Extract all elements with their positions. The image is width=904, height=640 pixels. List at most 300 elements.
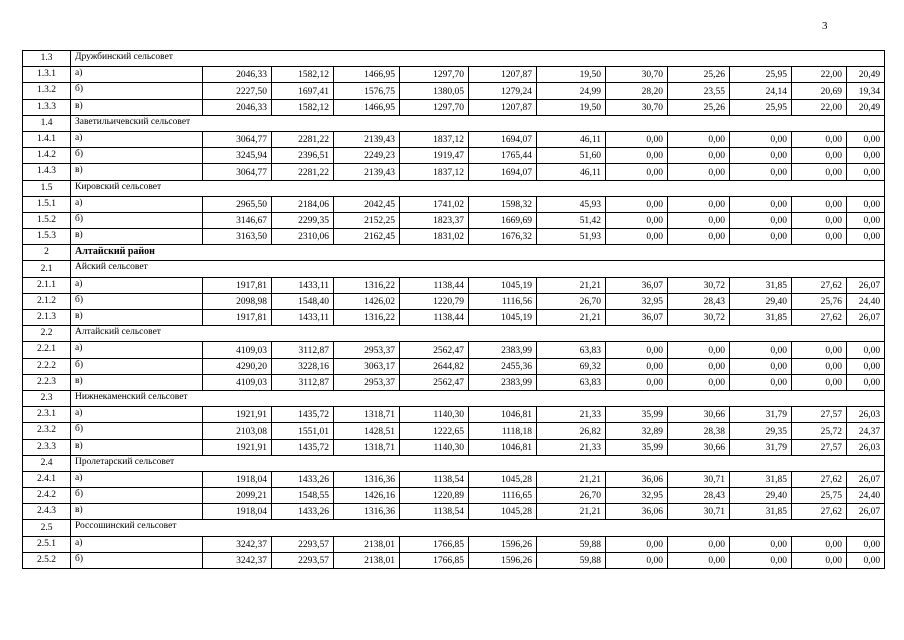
value-cell: 1466,95 [334, 67, 400, 83]
value-cell: 2162,45 [334, 229, 400, 245]
value-cell: 1551,01 [272, 423, 334, 439]
value-cell: 1596,26 [469, 536, 537, 552]
value-cell: 0,00 [606, 374, 668, 390]
value-cell: 27,62 [792, 310, 847, 326]
value-cell: 0,00 [668, 196, 730, 212]
section-title: Айский сельсовет [71, 261, 885, 277]
value-cell: 1116,65 [469, 488, 537, 504]
value-cell: 1140,30 [400, 407, 469, 423]
value-cell: 3228,16 [272, 358, 334, 374]
row-label: а) [71, 131, 203, 147]
table-row [23, 196, 885, 212]
value-cell: 1435,72 [272, 407, 334, 423]
row-label: б) [71, 552, 203, 568]
value-cell: 59,88 [537, 552, 606, 568]
value-cell: 1138,44 [400, 310, 469, 326]
table-row [23, 293, 885, 309]
table-row [23, 423, 885, 439]
value-cell: 51,60 [537, 148, 606, 164]
value-cell: 69,32 [537, 358, 606, 374]
value-cell: 1118,18 [469, 423, 537, 439]
value-cell: 35,99 [606, 407, 668, 423]
value-cell: 19,34 [847, 83, 885, 99]
page-number: 3 [822, 20, 828, 32]
value-cell: 1428,51 [334, 423, 400, 439]
value-cell: 1598,32 [469, 196, 537, 212]
value-cell: 0,00 [606, 229, 668, 245]
value-cell: 22,00 [792, 99, 847, 115]
value-cell: 23,55 [668, 83, 730, 99]
table-row [23, 131, 885, 147]
value-cell: 20,49 [847, 99, 885, 115]
value-cell: 3245,94 [203, 148, 272, 164]
value-cell: 1741,02 [400, 196, 469, 212]
value-cell: 46,11 [537, 131, 606, 147]
table-row [23, 374, 885, 390]
row-code: 1.3.1 [23, 67, 71, 83]
row-label: в) [71, 164, 203, 180]
row-code: 2.5 [23, 520, 71, 536]
value-cell: 1046,81 [469, 439, 537, 455]
table-row [23, 439, 885, 455]
value-cell: 27,57 [792, 407, 847, 423]
row-code: 2.2.3 [23, 374, 71, 390]
row-code: 1.4.1 [23, 131, 71, 147]
value-cell: 0,00 [730, 342, 792, 358]
value-cell: 31,85 [730, 471, 792, 487]
section-row [23, 390, 885, 406]
value-cell: 1045,28 [469, 471, 537, 487]
value-cell: 46,11 [537, 164, 606, 180]
value-cell: 2046,33 [203, 99, 272, 115]
value-cell: 1138,54 [400, 471, 469, 487]
value-cell: 0,00 [668, 229, 730, 245]
section-title: Алтайский сельсовет [71, 326, 885, 342]
row-code: 2.4 [23, 455, 71, 471]
row-code: 2.2 [23, 326, 71, 342]
table-row [23, 310, 885, 326]
value-cell: 19,50 [537, 99, 606, 115]
row-code: 2 [23, 245, 71, 261]
value-cell: 25,95 [730, 67, 792, 83]
row-label: б) [71, 148, 203, 164]
row-label: в) [71, 374, 203, 390]
value-cell: 2103,08 [203, 423, 272, 439]
value-cell: 28,20 [606, 83, 668, 99]
value-cell: 1917,81 [203, 277, 272, 293]
value-cell: 21,21 [537, 504, 606, 520]
value-cell: 63,83 [537, 342, 606, 358]
row-code: 2.4.3 [23, 504, 71, 520]
value-cell: 0,00 [606, 552, 668, 568]
value-cell: 1466,95 [334, 99, 400, 115]
value-cell: 27,57 [792, 439, 847, 455]
row-label: а) [71, 196, 203, 212]
value-cell: 2953,37 [334, 342, 400, 358]
value-cell: 21,33 [537, 439, 606, 455]
value-cell: 19,50 [537, 67, 606, 83]
value-cell: 21,33 [537, 407, 606, 423]
value-cell: 2396,51 [272, 148, 334, 164]
value-cell: 2042,45 [334, 196, 400, 212]
section-row [23, 245, 885, 261]
value-cell: 1207,87 [469, 67, 537, 83]
value-cell: 2249,23 [334, 148, 400, 164]
table-row [23, 164, 885, 180]
row-label: в) [71, 229, 203, 245]
value-cell: 29,40 [730, 488, 792, 504]
value-cell: 30,72 [668, 277, 730, 293]
value-cell: 1694,07 [469, 131, 537, 147]
value-cell: 2184,06 [272, 196, 334, 212]
section-row [23, 326, 885, 342]
tariff-table [22, 50, 885, 569]
row-code: 1.5.2 [23, 212, 71, 228]
value-cell: 1116,56 [469, 293, 537, 309]
row-code: 1.3.3 [23, 99, 71, 115]
value-cell: 0,00 [847, 148, 885, 164]
row-label: а) [71, 342, 203, 358]
value-cell: 0,00 [792, 148, 847, 164]
value-cell: 2455,36 [469, 358, 537, 374]
row-label: б) [71, 358, 203, 374]
value-cell: 25,72 [792, 423, 847, 439]
value-cell: 0,00 [792, 196, 847, 212]
value-cell: 26,82 [537, 423, 606, 439]
value-cell: 24,40 [847, 488, 885, 504]
value-cell: 0,00 [847, 212, 885, 228]
section-row [23, 51, 885, 67]
value-cell: 1766,85 [400, 552, 469, 568]
value-cell: 29,35 [730, 423, 792, 439]
value-cell: 1316,36 [334, 504, 400, 520]
row-code: 2.4.2 [23, 488, 71, 504]
value-cell: 0,00 [668, 552, 730, 568]
value-cell: 3112,87 [272, 342, 334, 358]
section-title: Пролетарский сельсовет [71, 455, 885, 471]
row-code: 2.1.1 [23, 277, 71, 293]
value-cell: 0,00 [730, 212, 792, 228]
table-row [23, 471, 885, 487]
value-cell: 0,00 [847, 229, 885, 245]
value-cell: 0,00 [668, 374, 730, 390]
value-cell: 0,00 [792, 131, 847, 147]
value-cell: 1046,81 [469, 407, 537, 423]
value-cell: 2098,98 [203, 293, 272, 309]
value-cell: 0,00 [730, 196, 792, 212]
table-row [23, 536, 885, 552]
value-cell: 2227,50 [203, 83, 272, 99]
value-cell: 1837,12 [400, 131, 469, 147]
value-cell: 1045,19 [469, 310, 537, 326]
value-cell: 2139,43 [334, 164, 400, 180]
value-cell: 4290,20 [203, 358, 272, 374]
value-cell: 1918,04 [203, 504, 272, 520]
value-cell: 21,21 [537, 277, 606, 293]
value-cell: 0,00 [847, 552, 885, 568]
value-cell: 0,00 [792, 536, 847, 552]
value-cell: 32,95 [606, 293, 668, 309]
value-cell: 2152,25 [334, 212, 400, 228]
value-cell: 0,00 [606, 212, 668, 228]
value-cell: 4109,03 [203, 374, 272, 390]
value-cell: 0,00 [668, 342, 730, 358]
value-cell: 0,00 [730, 552, 792, 568]
section-title: Нижнекаменский сельсовет [71, 390, 885, 406]
section-title: Дружбинский сельсовет [71, 51, 885, 67]
value-cell: 27,62 [792, 277, 847, 293]
value-cell: 26,07 [847, 471, 885, 487]
value-cell: 2965,50 [203, 196, 272, 212]
value-cell: 26,03 [847, 439, 885, 455]
value-cell: 2281,22 [272, 131, 334, 147]
value-cell: 1138,54 [400, 504, 469, 520]
value-cell: 24,40 [847, 293, 885, 309]
value-cell: 24,37 [847, 423, 885, 439]
value-cell: 0,00 [792, 342, 847, 358]
value-cell: 25,76 [792, 293, 847, 309]
value-cell: 36,06 [606, 471, 668, 487]
value-cell: 0,00 [792, 358, 847, 374]
value-cell: 1921,91 [203, 407, 272, 423]
value-cell: 1548,55 [272, 488, 334, 504]
table-row [23, 83, 885, 99]
value-cell: 1316,22 [334, 277, 400, 293]
value-cell: 21,21 [537, 471, 606, 487]
table-row [23, 552, 885, 568]
value-cell: 2281,22 [272, 164, 334, 180]
value-cell: 63,83 [537, 374, 606, 390]
value-cell: 2293,57 [272, 536, 334, 552]
row-code: 2.1.3 [23, 310, 71, 326]
row-label: а) [71, 67, 203, 83]
row-label: в) [71, 99, 203, 115]
value-cell: 30,71 [668, 471, 730, 487]
value-cell: 1765,44 [469, 148, 537, 164]
value-cell: 1045,19 [469, 277, 537, 293]
section-title: Россошинский сельсовет [71, 520, 885, 536]
value-cell: 28,43 [668, 293, 730, 309]
value-cell: 3163,50 [203, 229, 272, 245]
section-title: Кировский сельсовет [71, 180, 885, 196]
value-cell: 2138,01 [334, 552, 400, 568]
value-cell: 31,85 [730, 504, 792, 520]
value-cell: 0,00 [730, 148, 792, 164]
value-cell: 1548,40 [272, 293, 334, 309]
section-row [23, 520, 885, 536]
value-cell: 1831,02 [400, 229, 469, 245]
value-cell: 2046,33 [203, 67, 272, 83]
section-title: Алтайский район [71, 245, 885, 261]
section-row [23, 455, 885, 471]
table-row [23, 342, 885, 358]
value-cell: 31,79 [730, 439, 792, 455]
value-cell: 2644,82 [400, 358, 469, 374]
value-cell: 29,40 [730, 293, 792, 309]
value-cell: 0,00 [668, 131, 730, 147]
value-cell: 30,70 [606, 67, 668, 83]
section-row [23, 115, 885, 131]
row-code: 1.5.3 [23, 229, 71, 245]
value-cell: 32,95 [606, 488, 668, 504]
value-cell: 32,89 [606, 423, 668, 439]
value-cell: 3063,17 [334, 358, 400, 374]
value-cell: 0,00 [606, 148, 668, 164]
value-cell: 0,00 [847, 164, 885, 180]
value-cell: 1140,30 [400, 439, 469, 455]
value-cell: 3242,37 [203, 536, 272, 552]
value-cell: 2953,37 [334, 374, 400, 390]
row-label: в) [71, 310, 203, 326]
value-cell: 51,93 [537, 229, 606, 245]
value-cell: 1766,85 [400, 536, 469, 552]
row-code: 1.4 [23, 115, 71, 131]
value-cell: 45,93 [537, 196, 606, 212]
value-cell: 1316,22 [334, 310, 400, 326]
value-cell: 1222,65 [400, 423, 469, 439]
value-cell: 36,06 [606, 504, 668, 520]
row-label: в) [71, 504, 203, 520]
value-cell: 1316,36 [334, 471, 400, 487]
value-cell: 1279,24 [469, 83, 537, 99]
row-code: 1.5.1 [23, 196, 71, 212]
value-cell: 0,00 [606, 342, 668, 358]
value-cell: 1435,72 [272, 439, 334, 455]
value-cell: 26,07 [847, 277, 885, 293]
value-cell: 0,00 [730, 164, 792, 180]
value-cell: 0,00 [792, 212, 847, 228]
value-cell: 3242,37 [203, 552, 272, 568]
table-row [23, 358, 885, 374]
value-cell: 1426,02 [334, 293, 400, 309]
value-cell: 1045,28 [469, 504, 537, 520]
value-cell: 1919,47 [400, 148, 469, 164]
value-cell: 1297,70 [400, 99, 469, 115]
row-code: 2.1 [23, 261, 71, 277]
table-row [23, 212, 885, 228]
value-cell: 35,99 [606, 439, 668, 455]
value-cell: 0,00 [730, 358, 792, 374]
value-cell: 1823,37 [400, 212, 469, 228]
value-cell: 1694,07 [469, 164, 537, 180]
table-row [23, 277, 885, 293]
value-cell: 20,69 [792, 83, 847, 99]
value-cell: 26,70 [537, 488, 606, 504]
value-cell: 1380,05 [400, 83, 469, 99]
value-cell: 0,00 [668, 148, 730, 164]
value-cell: 0,00 [847, 196, 885, 212]
value-cell: 31,85 [730, 310, 792, 326]
value-cell: 36,07 [606, 277, 668, 293]
value-cell: 1697,41 [272, 83, 334, 99]
row-code: 2.4.1 [23, 471, 71, 487]
value-cell: 3064,77 [203, 131, 272, 147]
table-row [23, 504, 885, 520]
value-cell: 2383,99 [469, 374, 537, 390]
value-cell: 0,00 [668, 358, 730, 374]
value-cell: 1837,12 [400, 164, 469, 180]
row-label: б) [71, 83, 203, 99]
value-cell: 1917,81 [203, 310, 272, 326]
value-cell: 27,62 [792, 471, 847, 487]
row-code: 2.5.1 [23, 536, 71, 552]
value-cell: 1426,16 [334, 488, 400, 504]
value-cell: 27,62 [792, 504, 847, 520]
value-cell: 1582,12 [272, 67, 334, 83]
value-cell: 2099,21 [203, 488, 272, 504]
row-code: 2.2.1 [23, 342, 71, 358]
value-cell: 0,00 [847, 536, 885, 552]
value-cell: 2293,57 [272, 552, 334, 568]
row-code: 2.3.1 [23, 407, 71, 423]
value-cell: 0,00 [730, 536, 792, 552]
value-cell: 25,26 [668, 99, 730, 115]
table-body [23, 51, 885, 569]
value-cell: 0,00 [668, 164, 730, 180]
value-cell: 1669,69 [469, 212, 537, 228]
value-cell: 30,71 [668, 504, 730, 520]
value-cell: 28,43 [668, 488, 730, 504]
row-code: 2.1.2 [23, 293, 71, 309]
value-cell: 21,21 [537, 310, 606, 326]
value-cell: 0,00 [606, 131, 668, 147]
row-code: 2.2.2 [23, 358, 71, 374]
value-cell: 0,00 [847, 342, 885, 358]
value-cell: 26,03 [847, 407, 885, 423]
value-cell: 2562,47 [400, 342, 469, 358]
value-cell: 30,66 [668, 407, 730, 423]
value-cell: 3064,77 [203, 164, 272, 180]
value-cell: 0,00 [606, 196, 668, 212]
value-cell: 1318,71 [334, 407, 400, 423]
row-label: б) [71, 423, 203, 439]
value-cell: 1207,87 [469, 99, 537, 115]
value-cell: 51,42 [537, 212, 606, 228]
value-cell: 20,49 [847, 67, 885, 83]
row-label: б) [71, 488, 203, 504]
value-cell: 1576,75 [334, 83, 400, 99]
value-cell: 1676,32 [469, 229, 537, 245]
value-cell: 0,00 [847, 131, 885, 147]
value-cell: 1297,70 [400, 67, 469, 83]
value-cell: 31,79 [730, 407, 792, 423]
row-label: а) [71, 277, 203, 293]
value-cell: 1220,79 [400, 293, 469, 309]
value-cell: 25,26 [668, 67, 730, 83]
value-cell: 0,00 [792, 552, 847, 568]
table-row [23, 407, 885, 423]
value-cell: 26,07 [847, 310, 885, 326]
value-cell: 31,85 [730, 277, 792, 293]
row-label: б) [71, 212, 203, 228]
value-cell: 59,88 [537, 536, 606, 552]
value-cell: 2310,06 [272, 229, 334, 245]
value-cell: 22,00 [792, 67, 847, 83]
value-cell: 2383,99 [469, 342, 537, 358]
value-cell: 0,00 [668, 212, 730, 228]
value-cell: 0,00 [792, 164, 847, 180]
row-code: 2.3.3 [23, 439, 71, 455]
row-label: б) [71, 293, 203, 309]
value-cell: 30,70 [606, 99, 668, 115]
value-cell: 26,70 [537, 293, 606, 309]
value-cell: 0,00 [668, 536, 730, 552]
value-cell: 1433,11 [272, 277, 334, 293]
row-label: а) [71, 536, 203, 552]
row-code: 1.3.2 [23, 83, 71, 99]
value-cell: 0,00 [606, 358, 668, 374]
row-code: 1.5 [23, 180, 71, 196]
